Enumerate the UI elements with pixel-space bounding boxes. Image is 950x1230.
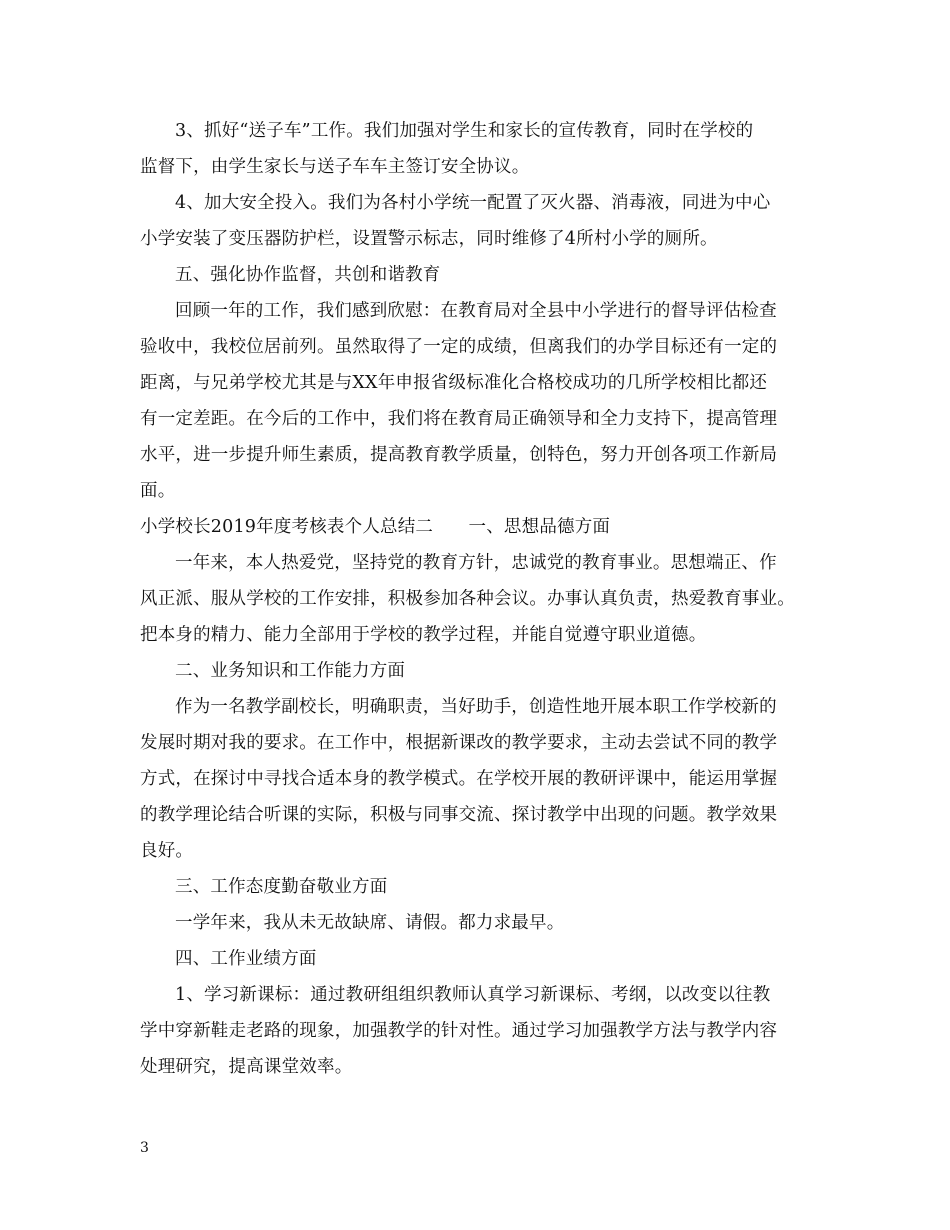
text-line: 良好。 <box>140 841 194 861</box>
text-line: 处理研究，提高课堂效率。 <box>140 1057 353 1077</box>
text-line: 一年来，本人热爱党，坚持党的教育方针，忠诚党的教育事业。思想端正、作 <box>175 553 777 573</box>
section-heading: 三、工作态度勤奋敬业方面 <box>175 877 388 897</box>
text-line: 监督下，由学生家长与送子车车主签订安全协议。 <box>140 157 530 177</box>
page-number: 3 <box>140 1140 149 1156</box>
text-line: 把本身的精力、能力全部用于学校的教学过程，并能自觉遵守职业道德。 <box>140 625 707 645</box>
document-subtitle: 小学校长2019年度考核表个人总结二 一、思想品德方面 <box>140 517 611 537</box>
text-line: 发展时期对我的要求。在工作中，根据新课改的教学要求，主动去尝试不同的教学 <box>140 733 778 753</box>
text-line: 面。 <box>140 481 176 501</box>
text-line: 有一定差距。在今后的工作中，我们将在教育局正确领导和全力支持下，提高管理 <box>140 409 778 429</box>
text-line: 1、学习新课标：通过教研组组织教师认真学习新课标、考纲，以改变以往教 <box>175 985 771 1005</box>
text-line: 的教学理论结合听课的实际，积极与同事交流、探讨教学中出现的问题。教学效果 <box>140 805 778 825</box>
text-line: 一学年来，我从未无故缺席、请假。都力求最早。 <box>175 913 565 933</box>
text-line: 学中穿新鞋走老路的现象，加强教学的针对性。通过学习加强教学方法与教学内容 <box>140 1021 778 1041</box>
text-line: 距离，与兄弟学校尤其是与XX年申报省级标准化合格校成功的几所学校相比都还 <box>140 373 768 393</box>
text-line: 方式，在探讨中寻找合适本身的教学模式。在学校开展的教研评课中，能运用掌握 <box>140 769 778 789</box>
text-line: 作为一名教学副校长，明确职责，当好助手，创造性地开展本职工作学校新的 <box>175 697 777 717</box>
text-line: 风正派、服从学校的工作安排，积极参加各种会议。办事认真负责，热爱教育事业。 <box>140 589 795 609</box>
section-heading: 四、工作业绩方面 <box>175 949 317 969</box>
text-line: 验收中，我校位居前列。虽然取得了一定的成绩，但离我们的办学目标还有一定的 <box>140 337 778 357</box>
section-heading: 五、强化协作监督，共创和谐教育 <box>175 265 441 285</box>
section-heading: 二、业务知识和工作能力方面 <box>175 661 406 681</box>
text-line: 4、加大安全投入。我们为各村小学统一配置了灭火器、消毒液，同进为中心 <box>175 193 771 213</box>
text-line: 3、抓好“送子车”工作。我们加强对学生和家长的宣传教育，同时在学校的 <box>175 121 754 141</box>
text-line: 小学安装了变压器防护栏，设置警示标志，同时维修了4所村小学的厕所。 <box>140 229 718 249</box>
text-line: 回顾一年的工作，我们感到欣慰：在教育局对全县中小学进行的督导评估检查 <box>175 301 777 321</box>
text-line: 水平，进一步提升师生素质，提高教育教学质量，创特色，努力开创各项工作新局 <box>140 445 778 465</box>
